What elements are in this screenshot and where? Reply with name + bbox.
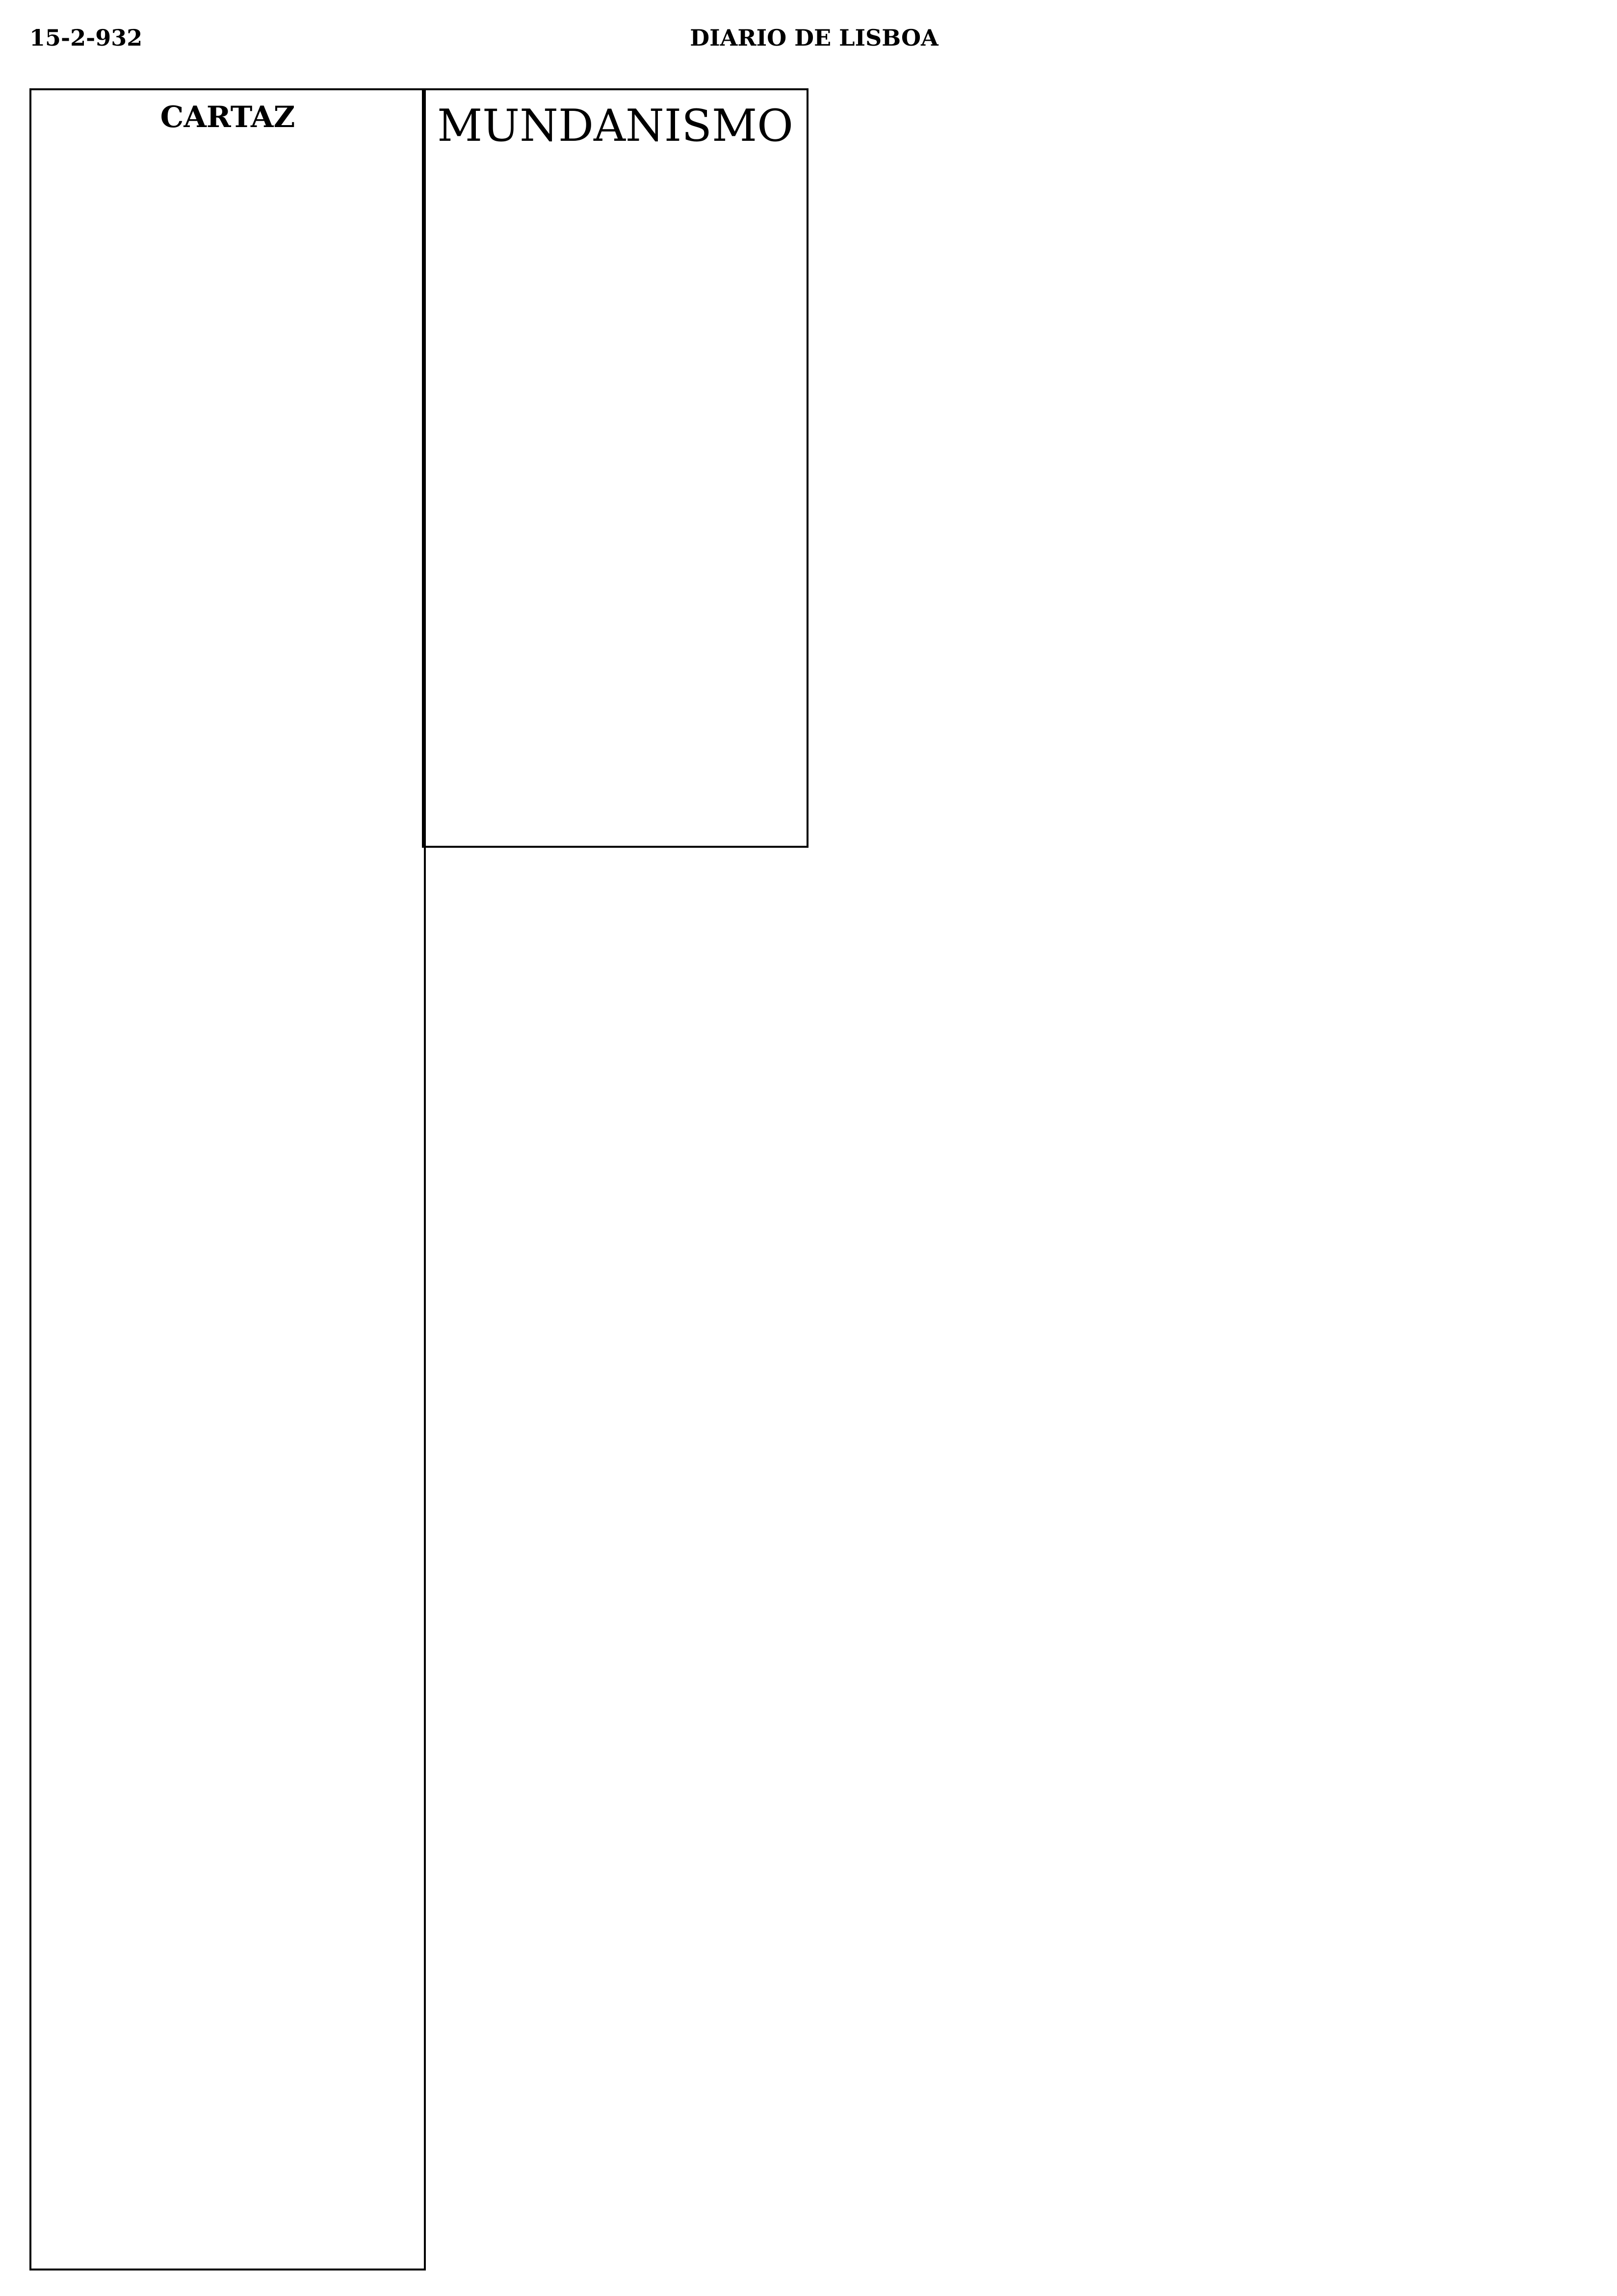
paper-title: DIARIO DE LISBOA [690, 25, 939, 51]
column-left [29, 88, 426, 2270]
mundanismo-title: MUNDANISMO [437, 100, 793, 152]
date: 15-2-932 [29, 25, 143, 51]
mundanismo-section [422, 88, 808, 848]
cartaz-heading: CARTAZ [160, 100, 295, 134]
masthead [29, 25, 1588, 51]
